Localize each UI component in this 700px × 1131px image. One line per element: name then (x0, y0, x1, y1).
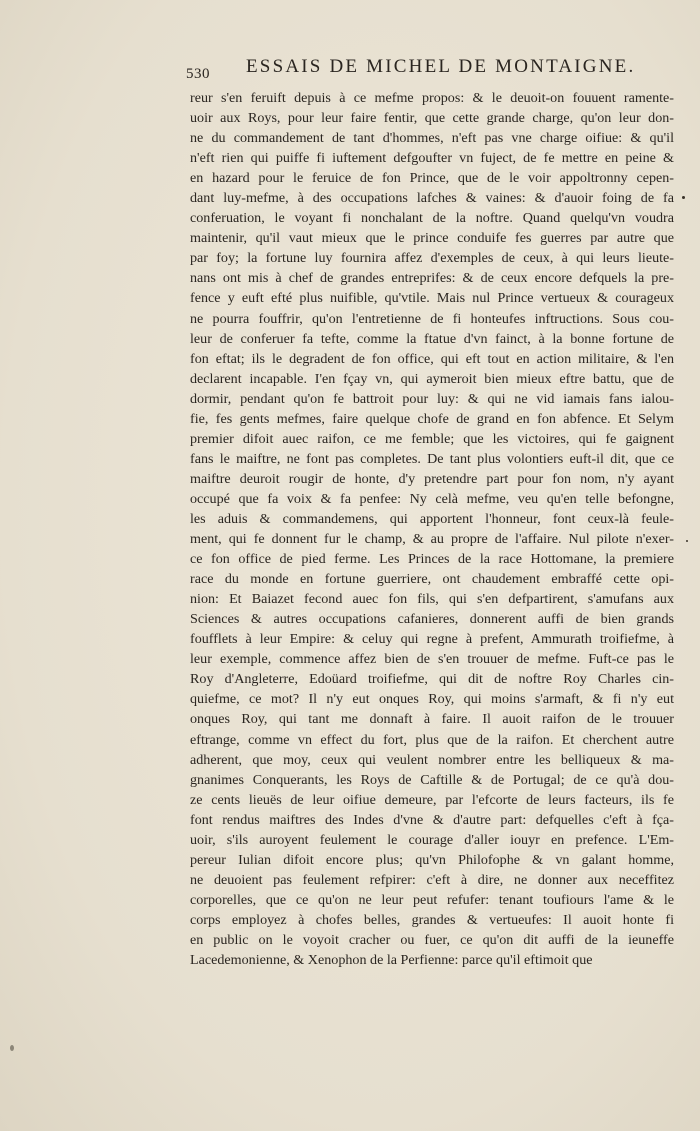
text-line: Sciences & autres occupations cafanieres, donnerent auffi de bien grands (190, 611, 674, 628)
text-line: onques Roy, qui tant me donnaft à faire. Il auoit raifon de le trouuer (190, 711, 674, 728)
text-line: les aduis & commandemens, qui apportent l'honneur, font ceux-là feule- (190, 510, 674, 527)
text-line: ne pourra fouffrir, qu'on l'entretienne de fi honteufes inftructions. Sous cou- (190, 310, 674, 327)
text-line: ment, qui fe donnent fur le champ, & au propre de l'affaire. Nul pilote n'exer- (190, 531, 674, 548)
text-line: gnanimes Conquerants, les Roys de Caftille & de Portugal; de ce qu'à dou- (190, 771, 674, 788)
text-line: adherent, que moy, ceux qui veulent nombrer entre les belliqueux & ma- (190, 751, 674, 768)
text-line: quiefme, ce mot? Il n'y eut onques Roy, qui moins s'armaft, & fi n'y eut (190, 691, 674, 708)
text-line: fence y euft efté plus nuifible, qu'vtile. Mais nul Prince vertueux & courageux (190, 290, 674, 307)
text-line: ze cents lieuës de leur oifiue demeure, par l'efcorte de leurs facteurs, ils fe (190, 791, 674, 808)
ink-speck (682, 196, 685, 199)
text-line: occupé que fa voix & fa penfee: Ny celà mefme, veu qu'en telle befongne, (190, 490, 674, 507)
text-line: conferuation, le voyant fi nonchalant de la noftre. Quand quelqu'vn voudra (190, 210, 674, 227)
text-line: nans ont mis à chef de grandes entreprifes: & de ceux encore defquels la pre- (190, 270, 674, 287)
text-line: en public on le voyoit cracher ou fuer, ce qu'on dit auffi de la ieuneffe (190, 931, 674, 948)
text-line: ce fon office de pied ferme. Les Princes de la race Hottomane, la premiere (190, 551, 674, 568)
text-line: race du monde en fortune guerriere, ont chaudement embraffé cette opi- (190, 571, 674, 588)
text-line: Lacedemonienne, & Xenophon de la Perfienne: parce qu'il eftimoit que (190, 952, 593, 969)
text-line: ne du commandement de tant d'hommes, n'eft pas vne charge oifiue: & qu'il (190, 130, 674, 147)
text-line: fans le maiftre, ne font pas completes. De tant plus volontiers euft-il dit, que ce (190, 450, 674, 467)
ink-speck (10, 1045, 14, 1051)
text-line: uoir aux Roys, pour leur faire fentir, que cette grande charge, qu'on leur don- (190, 110, 674, 127)
running-head: ESSAIS DE MICHEL DE MONTAIGNE. (246, 56, 636, 77)
text-line: reur s'en feruift depuis à ce mefme propos: & le deuoit-on fouuent ramente- (190, 90, 674, 106)
text-line: n'eft rien qui puiffe fi iuftement defgoufter vn fuject, de fe mettre en peine & (190, 150, 674, 167)
text-line: ne deuoient pas feulement refpirer: c'eft à dire, ne donner aux neceffitez (190, 871, 674, 888)
text-line: premier difoit auec raifon, ce me femble; que les victoires, qui fe gaignent (190, 430, 674, 447)
text-line: fie, fes gents mefmes, faire quelque chofe de grand en fon abfence. Et Selym (190, 410, 674, 427)
text-line: maintenir, qu'il vaut mieux que le prince conduife fes guerres par autre que (190, 230, 674, 247)
body-text (190, 88, 674, 970)
text-line: declarent incapable. I'en fçay vn, qui aymeroit bien mieux eftre battu, que de (190, 370, 674, 387)
text-line: fon eftat; ils le degradent de fon office, qui eft tout en action militaire, & l'en (190, 350, 674, 367)
text-line: en hazard pour le feruice de fon Prince, que de le voir appoltronny cepen- (190, 170, 674, 187)
text-line: foufflets à leur Empire: & celuy qui regne à prefent, Ammurath troifiefme, à (190, 631, 674, 648)
text-line: corporelles, que ce qu'on ne leur peut refufer: tenant toufiours l'ame & le (190, 891, 674, 908)
text-line: maiftre deuroit rougir de honte, d'y pretendre part pour fon nom, n'y ayant (190, 470, 674, 487)
text-line: uoir, s'ils auroyent feulement le courage d'aller iouyr en prefence. L'Em- (190, 831, 674, 848)
text-line: par foy; la fortune luy fournira affez d'exemples de ceux, à qui leurs lieute- (190, 250, 674, 267)
text-line: Roy d'Angleterre, Edoüard troifiefme, qui dit de noftre Roy Charles cin- (190, 671, 674, 688)
text-line: leur exemple, commence affez bien de s'en trouuer de mefme. Fuft-ce pas le (190, 651, 674, 668)
text-line: pereur Iulian difoit encore plus; qu'vn Philofophe & vn galant homme, (190, 851, 674, 868)
ink-speck (686, 540, 688, 542)
text-line: leur de conferuer fa tefte, comme la ftatue d'vn fainct, à la bonne fortune de (190, 330, 674, 347)
text-line: dant luy-mefme, à des occupations lafches & vaines: & d'auoir foing de fa (190, 190, 674, 207)
text-line: nion: Et Baiazet fecond auec fon fils, qui s'en defpartirent, s'amufans aux (190, 591, 674, 608)
text-line: font rendus maiftres des Indes d'vne & d'autre part: defquelles c'eft à fça- (190, 811, 674, 828)
text-line: corps employez à chofes belles, grandes & vertueufes: Il auoit honte fi (190, 911, 674, 928)
page-number: 530 (186, 66, 210, 82)
text-line: dormir, pendant qu'on fe battroit pour luy: & qui ne vid iamais fans ialou- (190, 390, 674, 407)
text-line: eftrange, comme vn effect du fort, plus que de la raifon. Et cherchent autre (190, 731, 674, 748)
